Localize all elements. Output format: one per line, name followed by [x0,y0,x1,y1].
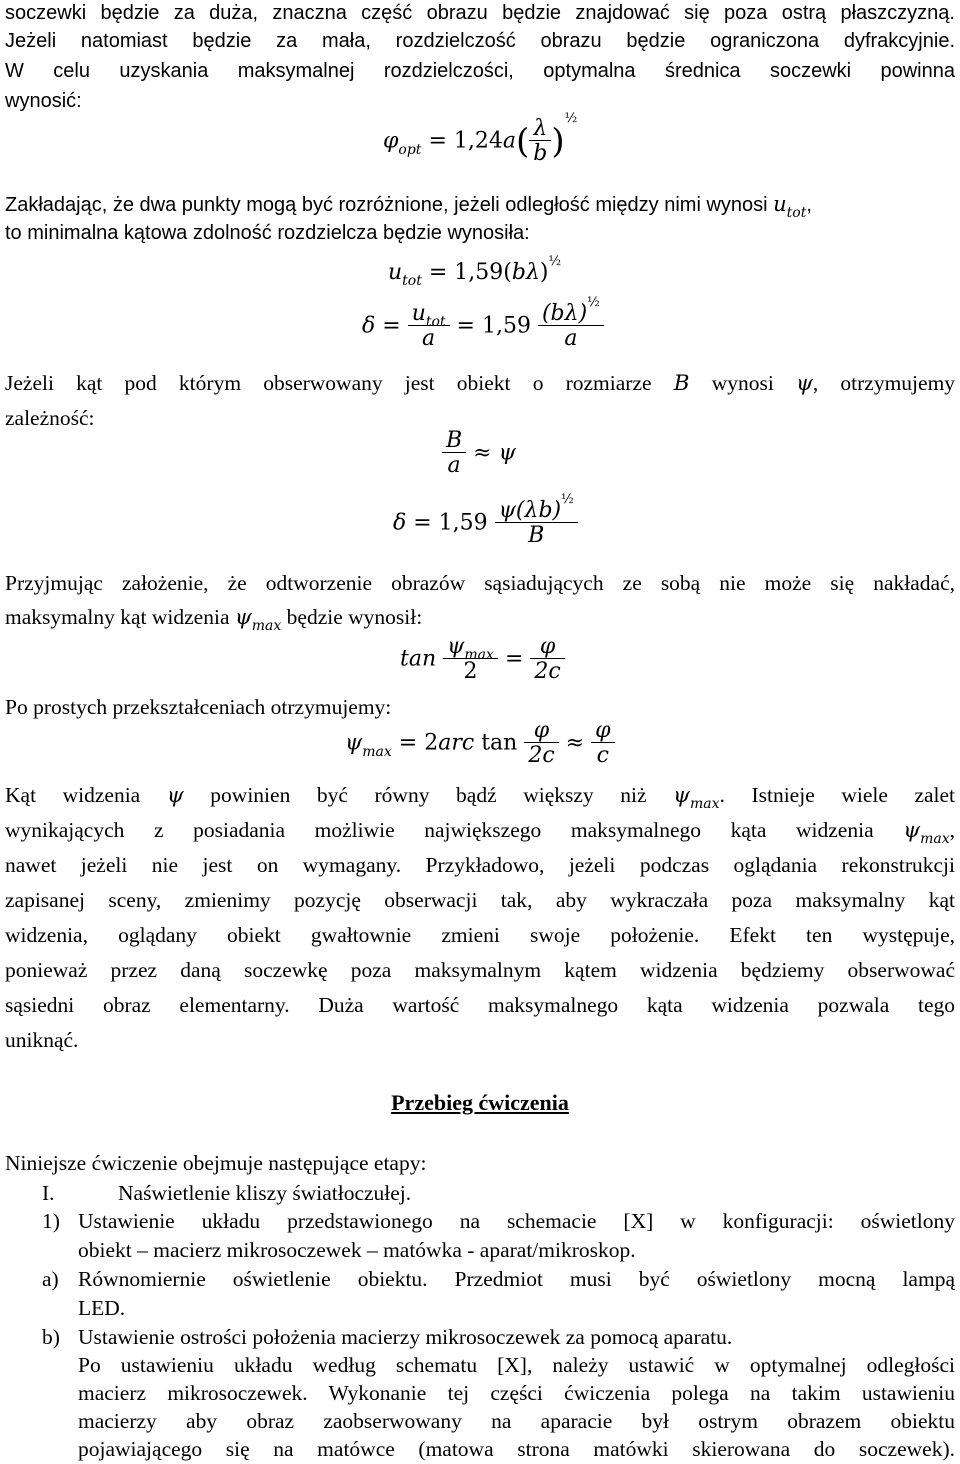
para3-text: Jeżeli kąt pod którym obserwowany jest obiekt o rozmiarze [5,371,652,395]
list-item-line: Ustawienie układu przedstawionego na schemacie [X] w konfiguracji: oświetlony [78,1209,955,1233]
inline-B: B [673,371,690,396]
list-item-line: Ustawienie ostrości położenia macierzy mikrosoczewek za pomocą aparatu. [78,1325,733,1349]
para1-line1: soczewki będzie za duża, znaczna część obrazu będzie znajdować się poza ostrą płaszczyzną. [5,2,955,24]
eq-subscript: opt [398,141,422,158]
eq-rhs: = 1,59 [456,313,531,339]
para6-line1 [5,782,955,811]
eq-fraction [529,118,551,165]
para3-wynosi: wynosi [711,371,774,395]
equation-utot [388,254,562,289]
eq-denominator: 2 [443,658,498,683]
eq-operator: ≈ [473,440,492,466]
inline-psi-max: ψ [673,783,690,808]
list-item-number: b) [42,1325,60,1349]
eq-rhs: = 1,59( [428,260,512,285]
eq-numerator: ψ [447,634,465,659]
para6-text: Kąt widzenia [5,783,141,807]
eq-symbol: φ [383,128,399,154]
eq-symbol: ψ [498,440,516,466]
section-heading: Przebieg ćwiczenia [391,1090,569,1115]
list-item-line: LED. [78,1296,126,1320]
equation-phi-opt: $\varphi_{opt} = 1,24a$( $\frac{\lambda}{b}$ )$^{\frac{1}{2}}$ [383,110,578,166]
para2-line1 [5,192,955,220]
eq-symbol: ψ [345,730,363,756]
eq-numerator: u [411,301,426,326]
stage-number: I. [42,1181,55,1205]
eq-symbol: u [388,260,403,285]
para6-text: powinien być równy bądź większy niż [210,783,647,807]
eq-function: tan [400,646,437,672]
para4-line1: Przyjmując założenie, że odtworzenie obrazów sąsiadujących ze sobą nie może się nakładać, [5,571,955,595]
para4-text-end: będzie wynosił: [286,605,423,629]
eq-denominator: a [408,325,450,350]
eq-denominator: a [442,452,466,477]
equation-delta-2 [393,492,578,548]
para6-line5: widzenia, oglądany obiekt gwałtownie zmieni swoje położenie. Efekt ten występuje, [5,923,955,947]
para2-comma: , [806,194,812,216]
para6-line7: sąsiedni obraz elementarny. Duża wartość maksymalnego kąta widzenia pozwala tego [5,993,955,1017]
para1-line4: wynosić: [5,90,82,112]
eq-fraction [530,636,564,683]
eq-exponent: ½ [587,295,600,310]
para6-line4: zapisanej sceny, zmienimy pozycję obserwacji tak, aby wykraczała poza maksymalny kąt [5,888,955,912]
eq-numerator: φ [533,718,550,743]
eq-exponent: ½ [548,254,562,269]
eq-subscript: tot [425,314,446,330]
list-item-number: 1) [42,1209,60,1233]
para2-text: Zakładając, że dwa punkty mogą być rozróżnione, jeżeli odległość między nimi wynosi [5,194,768,216]
eq-rhs: = 1,59 [413,510,488,536]
para6-line3: nawet jeżeli nie jest on wymagany. Przykładowo, jeżeli podczas oglądania rekonstrukcji [5,853,955,877]
para1-line3: W celu uzyskania maksymalnej rozdzielczości, optymalna średnica soczewki powinna [5,60,955,82]
eq-numerator: λ [533,116,548,141]
list-item-number: a) [42,1267,59,1291]
eq-fraction [524,720,558,767]
eq-denominator: c [591,742,614,767]
eq-exponent: ½ [561,492,574,507]
list-item-line: Po ustawieniu układu według schematu [X], należy ustawić w optymalnej odległości [78,1353,955,1377]
eq-symbol: λ [525,260,540,285]
eq-coefficient: 1,24 [453,128,503,154]
eq-numerator: φ [595,718,611,743]
equation-psi-max [345,720,615,767]
eq-fraction [538,295,604,351]
list-item-line: pojawiającego się na matówce (matowa strona matówki skierowana do soczewek). [78,1437,955,1461]
eq-denominator: B [495,522,578,547]
eq-operator: = [428,128,447,154]
eq-paren: ) [539,260,549,285]
list-item-line: macierz mikrosoczewek. Wykonanie tej części ćwiczenia polega na takim ustawieniu [78,1381,955,1405]
para2-line2: to minimalna kątowa zdolność rozdzielcza będzie wynosiła: [5,222,530,244]
eq-numerator: (bλ) [541,301,588,326]
eq-symbol: δ [393,510,407,536]
eq-denominator: b [529,140,551,165]
eq-operator: ≈ [565,730,585,756]
eq-denominator: 2c [530,658,564,683]
para6-line2 [5,817,955,846]
para6-text: , [949,818,955,842]
eq-subscript: tot [402,273,422,289]
eq-subscript: max [464,647,494,663]
eq-function: tan [474,730,518,756]
eq-symbol: b [511,260,526,285]
list-item-line: obiekt – macierz mikrosoczewek – matówka - aparat/mikroskop. [78,1238,636,1262]
inline-psi-subscript: max [689,796,720,812]
inline-psi-subscript: max [251,618,282,634]
equation-tan [400,636,565,683]
eq-subscript: max [362,743,392,760]
inline-psi-max: ψ [234,605,252,630]
para6-text: . Istnieje wiele zalet [719,783,956,807]
inline-psi: ψ [796,371,813,396]
stage-text: Naświetlenie kliszy światłoczułej. [118,1181,412,1205]
eq-denominator: 2c [524,742,558,767]
eq-operator: = [382,313,401,339]
para6-text: wynikających z posiadania możliwie największego maksymalnego kąta widzenia [5,818,874,842]
para1-line2: Jeżeli natomiast będzie za mała, rozdzielczość obrazu będzie ograniczona dyfrakcyjnie. [5,30,955,52]
equation-b-over-a [442,430,516,477]
para6-line6: ponieważ przez daną soczewkę poza maksymalnym kątem widzenia będziemy obserwować [5,958,955,982]
eq-fraction [442,430,466,477]
list-item-line: Równomiernie oświetlenie obiektu. Przedmiot musi być oświetlony mocną lampą [78,1267,955,1291]
eq-operator: = [504,646,524,672]
para4-line2 [5,604,955,633]
inline-psi-subscript: max [920,831,950,847]
para3-text-end: , otrzymujemy [812,371,956,395]
eq-denominator: a [538,325,604,350]
eq-fraction [591,720,614,767]
eq-numerator: B [446,428,463,453]
para6-line8: uniknąć. [5,1028,79,1052]
inline-u-subscript: tot [786,205,807,221]
eq-function: arc [438,730,475,756]
stages-intro: Niniejsze ćwiczenie obejmuje następujące etapy: [5,1151,427,1175]
eq-numerator: ψ(λb) [498,498,562,523]
eq-fraction [495,492,578,548]
stage-1 [0,1180,960,1206]
eq-rhs: = 2 [398,730,439,756]
eq-symbol: δ [362,313,376,339]
inline-psi-max: ψ [903,818,921,843]
eq-fraction [408,303,450,350]
eq-exponent: ½ [564,110,578,126]
inline-psi: ψ [166,783,184,808]
para3-line1 [5,370,955,397]
inline-u: u [773,192,787,216]
eq-symbol: a [502,128,516,154]
equation-delta-1 [362,295,604,351]
list-item-line: macierzy aby obraz zaobserwowany na aparacie był ostrym obrazem obiektu [78,1409,955,1433]
para5-line1: Po prostych przekształceniach otrzymujemy: [5,695,392,719]
para3-line2: zależność: [5,406,95,430]
eq-numerator: φ [539,634,556,659]
eq-fraction [443,636,498,683]
para4-text: maksymalny kąt widzenia [5,605,230,629]
